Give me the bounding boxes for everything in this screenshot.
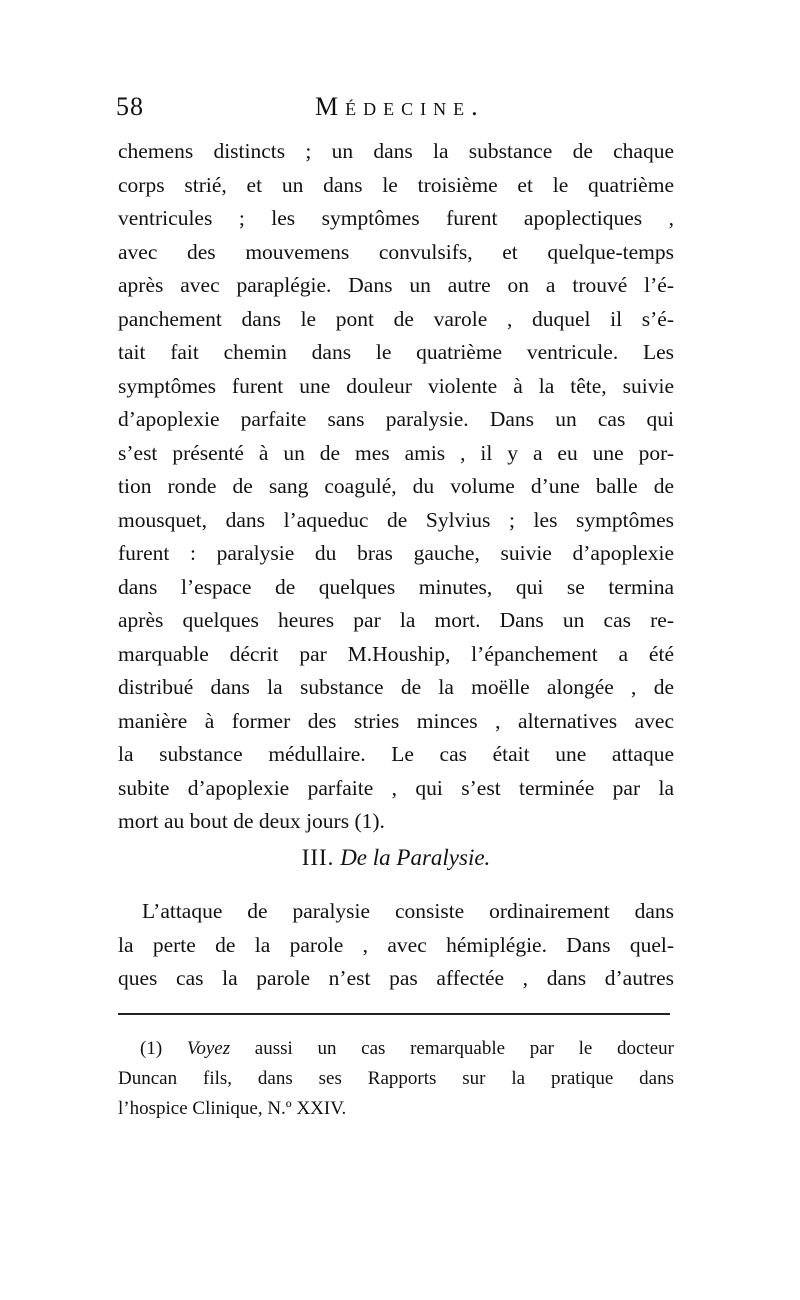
running-title: Médecine.: [315, 92, 485, 121]
footnote-line-rest: aussi un cas remarquable par le docteur: [230, 1038, 675, 1059]
text-line: panchement dans le pont de varole , duquel il s’é-: [118, 306, 674, 331]
page-header: [110, 92, 690, 132]
text-line: distribué dans la substance de la moëlle alongée , de: [118, 675, 674, 699]
text-line: la perte de la parole , avec hémiplégie. Dans quel-: [118, 932, 674, 957]
footnote: [118, 1034, 674, 1124]
page-number: 58: [116, 92, 144, 121]
footnote-marker: (1): [140, 1038, 163, 1059]
section-paragraph: [118, 895, 674, 996]
text-line: marquable décrit par M.Houship, l’épanchement a été: [118, 641, 674, 666]
text-line: tait fait chemin dans le quatrième ventricule. Les: [118, 340, 674, 364]
footnote-line: Duncan fils, dans ses Rapports sur la pratique dans: [118, 1068, 674, 1089]
text-line: L’attaque de paralysie consiste ordinairement dans: [142, 899, 674, 923]
text-line: la substance médullaire. Le cas était une attaque: [118, 742, 674, 766]
text-line: tion ronde de sang coagulé, du volume d’une balle de: [118, 474, 674, 498]
text-line: subite d’apoplexie parfaite , qui s’est terminée par la: [118, 775, 674, 800]
text-line: mort au bout de deux jours (1).: [118, 809, 385, 833]
text-line: chemens distincts ; un dans la substance de chaque: [118, 139, 674, 163]
section-number: III.: [301, 845, 335, 870]
text-line: manière à former des stries minces , alternatives avec: [118, 708, 674, 733]
main-paragraph: [118, 135, 674, 839]
text-line: après avec paraplégie. Dans un autre on a trouvé l’é-: [118, 273, 674, 297]
footnote-line: [118, 1034, 674, 1064]
section-heading: [118, 838, 674, 878]
text-line: dans l’espace de quelques minutes, qui se termina: [118, 574, 674, 599]
text-line: s’est présenté à un de mes amis , il y a eu une por-: [118, 440, 674, 465]
text-line: corps strié, et un dans le troisième et le quatrième: [118, 172, 674, 197]
text-line: ventricules ; les symptômes furent apoplectiques ,: [118, 206, 674, 230]
text-line: d’apoplexie parfaite sans paralysie. Dans un cas qui: [118, 407, 674, 431]
footnote-rule: [118, 1013, 670, 1015]
text-line: symptômes furent une douleur violente à la tête, suivie: [118, 373, 674, 398]
footnote-italic-word: Voyez: [186, 1038, 231, 1059]
text-line: avec des mouvemens convulsifs, et quelque-temps: [118, 239, 674, 264]
text-line: mousquet, dans l’aqueduc de Sylvius ; les symptômes: [118, 507, 674, 532]
text-line: furent : paralysie du bras gauche, suivie d’apoplexie: [118, 541, 674, 565]
text-line: après quelques heures par la mort. Dans un cas re-: [118, 608, 674, 632]
section-title: De la Paralysie.: [340, 845, 491, 870]
footnote-line: l’hospice Clinique, N.º XXIV.: [118, 1098, 347, 1119]
text-line: ques cas la parole n’est pas affectée , dans d’autres: [118, 966, 674, 990]
